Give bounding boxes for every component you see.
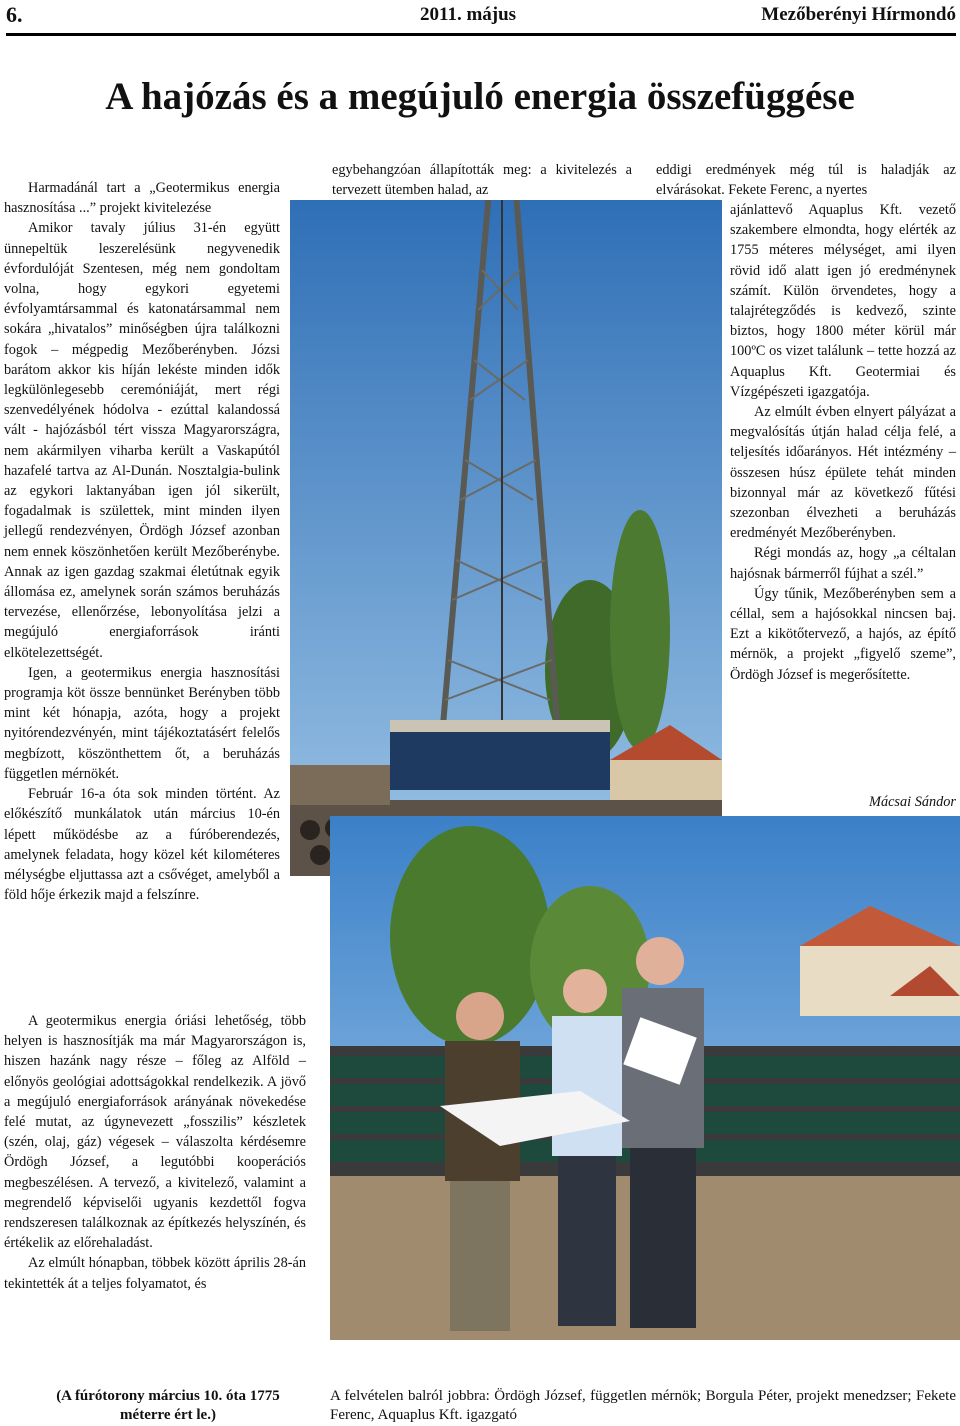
page-header bbox=[0, 0, 960, 38]
article-paragraph: Az elmúlt évben elnyert pályázat a megvalósítás útján halad célja felé, a teljesítés időarányos. Hét intézmény – összesen húsz épülete tehát minden bizonnyal már az következő fűtési szezonban élvezheti a beruházás eredményét Mezőberényben. bbox=[730, 404, 956, 542]
publication-name: Mezőberényi Hírmondó bbox=[761, 4, 956, 25]
article-text-column-3 bbox=[730, 200, 956, 685]
article-headline: A hajózás és a megújuló energia összefüggése bbox=[105, 75, 855, 118]
page-number: 6. bbox=[6, 2, 23, 27]
article-paragraph: Az elmúlt hónapban, többek között április 28-án tekintették át a teljes folyamatot, és bbox=[4, 1255, 306, 1292]
article-paragraph: Régi mondás az, hogy „a céltalan hajósnak bármerről fújhat a szél.” bbox=[730, 545, 956, 582]
article-text-column-1 bbox=[4, 178, 280, 905]
article-paragraph: Amikor tavaly július 31-én együtt ünnepeltük leszerelésünk negyvenedik évfordulóját Szentesen, még nem gondoltam volna, hogy egykori egyetemi évfolyamtársammal és katonatársammal nem sokára „hivatalos” minőségben újra találkozni fogok – mégpedig Mezőberényben. Józsi barátom akkor kis híján lekéste minden idők legkülönlegesebb ceremóniáját, mert régi szenvedélyének hódolva - ezúttal kalandossá vált - hajózásból tért vissza Magyarországra, nem akármilyen viharba került a Vaskapútól hazafelé tartva az Al-Dunán. Nosztalgia-bulink az egykori laktanyában igen jól sikerült, fogadalmak is születtek, mint minden ilyen jellegű rendezvényen, Ördögh József azonban nem ennek köszönhetően került Mezőberénybe. Annak az igen gazdag szakmai életútnak egyik állomása ez, amelynek során számos beruházás tervezése, ellenőrzése, lebonyolítása jelzi a megújuló energiaforrások iránti elkötelezettségét. bbox=[4, 220, 280, 661]
article-paragraph: ajánlattevő Aquaplus Kft. vezető szakembere elmondta, hogy elérték az 1755 méteres mélységet, ami ilyen rövid idő alatt igen jó eredménynek számít. Külön örvendetes, hogy a talajrétegződés is kedvező, szinte biztos, hogy 1800 méter körül már 100ºC os vizet találunk – tette hozzá az Aquaplus Kft. Geotermiai és Vízgépészeti igazgatója. bbox=[730, 202, 956, 400]
photo-caption-tower: (A fúrótorony március 10. óta 1775 méterre ért le.) bbox=[56, 1388, 280, 1423]
photo-caption-engineers: A felvételen balról jobbra: Ördögh József, független mérnök; Borgula Péter, projekt menedzser; Fekete Ferenc, Aquaplus Kft. igazgató bbox=[330, 1388, 956, 1423]
article-paragraph: Február 16-a óta sok minden történt. Az előkészítő munkálatok után március 10-én lépett működésbe az a fúróberendezés, amelynek feladata, hogy közel két kilométeres mélységbe eljuttassa azt a csővéget, amelyből a föld hője érkezik majd a felszínre. bbox=[4, 786, 280, 904]
article-text-column-2 bbox=[332, 160, 632, 200]
engineers-photo bbox=[330, 816, 960, 1340]
article-paragraph: Igen, a geotermikus energia hasznosítási programja köt össze bennünket Berényben több mint két hónapja, azóta, hogy a projekt nyitórendezvényén, mint tájékoztatásért felelős megbízott, köszönthettem őt, a beruházás független mérnökét. bbox=[4, 664, 280, 782]
header-rule bbox=[6, 33, 956, 36]
article-paragraph: eddigi eredmények még túl is haladják az elvárásokat. Fekete Ferenc, a nyertes bbox=[656, 162, 956, 199]
article-paragraph: A geotermikus energia óriási lehetőség, több helyen is hasznosítják ma már Magyarországon is, hiszen hazánk nagy része – főleg az Alföld – előnyös geológiai adottságokkal rendelkezik. A jövő a megújuló energiaforrások arányának növekedése felé mutat, az úgynevezett „fosszilis” készletek (szén, olaj, gáz) végesek – válaszolta kérdésemre Ördögh József, a legutóbbi kooperációs megbeszélésen. A tervező, a kivitelező, valamint a megrendelő képviselői ugyanis kezdettől fogva rendszeresen találkoznak az építkezés helyszínén, és értékelik az előrehaladást. bbox=[4, 1013, 306, 1252]
article-text-column-1-lower bbox=[4, 1011, 306, 1294]
article-paragraph: egybehangzóan állapították meg: a kivitelezés a tervezett ütemben halad, az bbox=[332, 162, 632, 199]
article-text-column-3-top bbox=[656, 160, 956, 200]
author-signature: Mácsai Sándor bbox=[869, 794, 956, 810]
drilling-tower-photo bbox=[290, 200, 722, 876]
issue-date: 2011. május bbox=[420, 4, 517, 25]
article-paragraph: Úgy tűnik, Mezőberényben sem a céllal, sem a hajósokkal nincsen baj. Ezt a kikötőtervező, a hajós, az építő mérnök, a projekt „figyelő szeme”, Ördögh József is megerősítette. bbox=[730, 585, 956, 683]
article-intro: Harmadánál tart a „Geotermikus energia hasznosítása ...” projekt kivitelezése bbox=[4, 180, 280, 217]
